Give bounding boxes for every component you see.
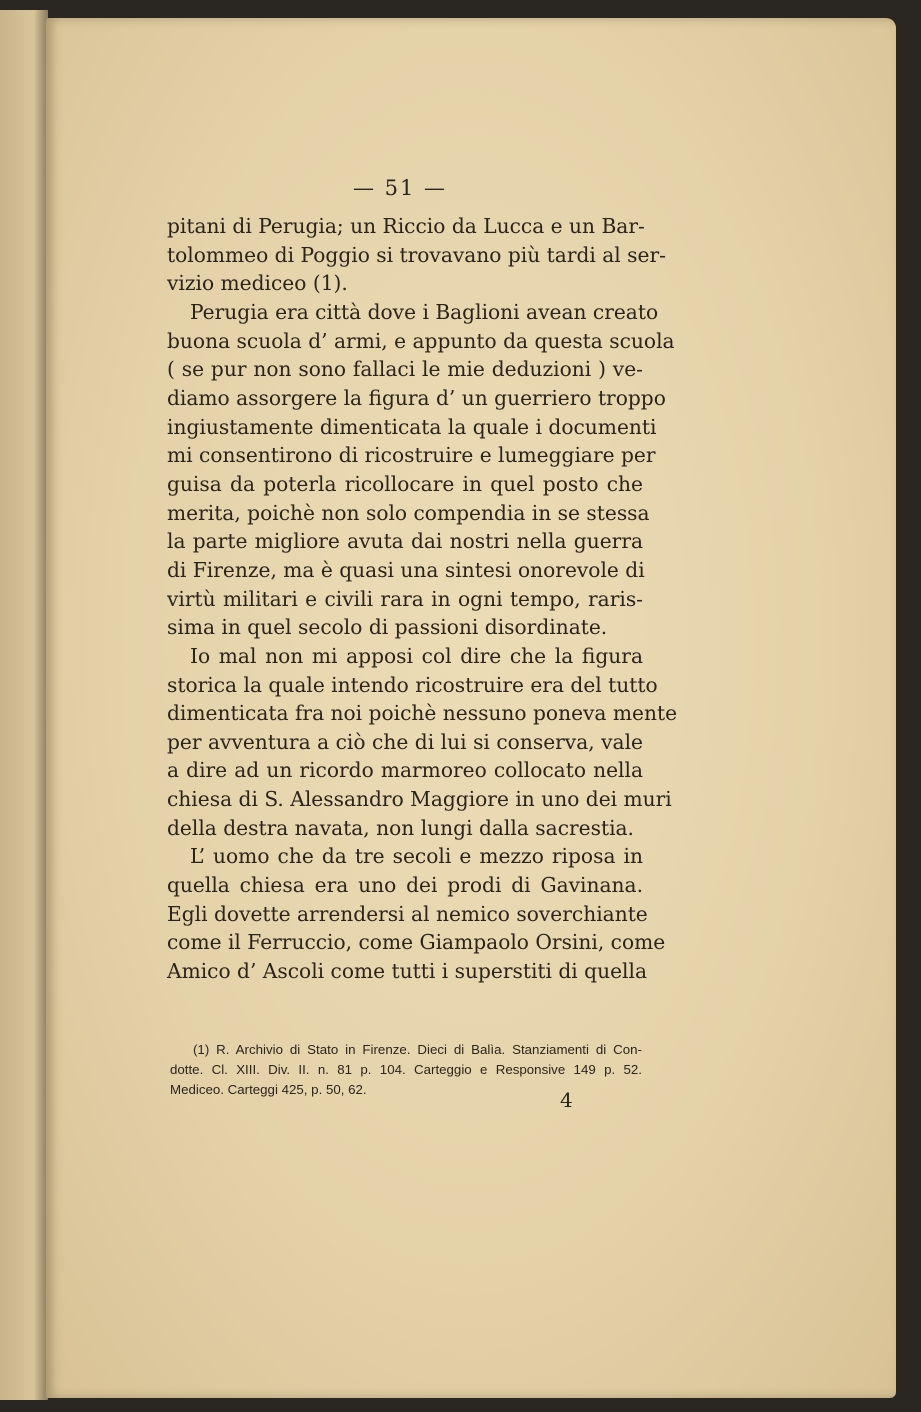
footnote-line: dotte. Cl. XIII. Div. II. n. 81 p. 104. Carteggio e Responsive 149 p. 52.	[170, 1062, 642, 1077]
text-line: Io mal non mi apposi col dire che la figura	[190, 643, 643, 668]
text-line: mi consentirono di ricostruire e lumeggiare per	[167, 443, 656, 468]
text-line: virtù militari e civili rara in ogni tempo, raris-	[167, 586, 643, 611]
text-line: storica la quale intendo ricostruire era del tutto	[167, 672, 658, 697]
footnote-line: Mediceo. Carteggi 425, p. 50, 62.	[170, 1082, 367, 1097]
footnote-line: (1) R. Archivio di Stato in Firenze. Dieci di Balìa. Stanziamenti di Con-	[193, 1042, 642, 1057]
text-line: buona scuola d’ armi, e appunto da questa scuola	[167, 328, 675, 353]
text-line: merita, poichè non solo compendia in se stessa	[167, 500, 650, 525]
text-line: per avventura a ciò che di lui si conserva, vale	[167, 729, 643, 754]
text-line: guisa da poterla ricollocare in quel posto che	[167, 471, 643, 496]
text-line: dimenticata fra noi poichè nessuno poneva mente	[167, 701, 678, 726]
text-line: L’ uomo che da tre secoli e mezzo riposa in	[190, 844, 643, 869]
text-line: ingiustamente dimenticata la quale i documenti	[167, 414, 657, 439]
text-line: quella chiesa era uno dei prodi di Gavinana.	[167, 873, 643, 898]
text-line: Perugia era città dove i Baglioni avean creato	[190, 299, 659, 324]
facing-page-edge	[0, 10, 48, 1400]
text-line: ( se pur non sono fallaci le mie deduzioni ) ve-	[167, 357, 643, 382]
running-head-page-number: — 51 —	[352, 176, 448, 200]
text-line: vizio mediceo (1).	[167, 271, 348, 296]
text-line: di Firenze, ma è quasi una sintesi onorevole di	[167, 557, 645, 582]
text-line: sima in quel secolo di passioni disordinate.	[167, 615, 608, 640]
signature-mark: 4	[560, 1088, 573, 1112]
text-line: pitani di Perugia; un Riccio da Lucca e un Bar-	[167, 214, 645, 238]
text-line: a dire ad un ricordo marmoreo collocato nella	[167, 758, 643, 783]
text-line: Amico d’ Ascoli come tutti i superstiti di quella	[167, 959, 648, 984]
text-line: diamo assorgere la figura d’ un guerriero troppo	[167, 385, 666, 410]
body-text	[167, 212, 678, 986]
text-line: tolommeo di Poggio si trovavano più tardi al ser-	[167, 242, 666, 267]
text-line: Egli dovette arrendersi al nemico soverchiante	[167, 901, 648, 926]
text-line: come il Ferruccio, come Giampaolo Orsini, come	[167, 930, 666, 955]
text-line: chiesa di S. Alessandro Maggiore in uno dei muri	[167, 787, 672, 812]
text-line: la parte migliore avuta dai nostri nella guerra	[167, 529, 643, 554]
text-line: della destra navata, non lungi dalla sacrestia.	[167, 815, 634, 840]
